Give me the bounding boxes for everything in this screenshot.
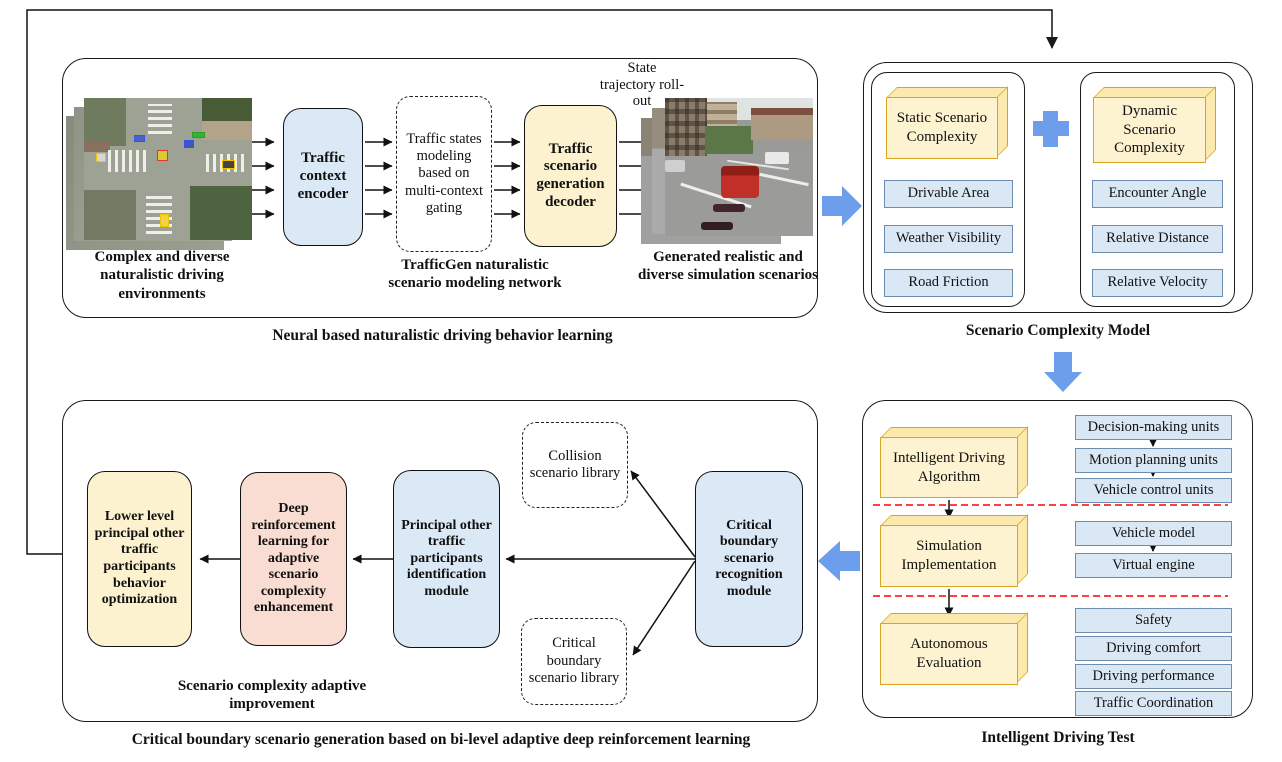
traffic-context-encoder-box: Traffic context encoder <box>283 108 363 246</box>
detected-vehicle-box <box>96 153 106 162</box>
detected-vehicle-box <box>192 132 205 138</box>
simulation-photo-layer-front <box>665 98 813 236</box>
input-image-caption: Complex and diverse naturalistic driving environments <box>94 249 230 302</box>
blue-arrow-down-icon <box>1044 352 1082 392</box>
critical-library-box: Critical boundary scenario library <box>521 618 627 705</box>
sim-silver-car <box>665 160 685 172</box>
identification-module-box: Principal other traffic participants identification module <box>393 470 500 648</box>
item-driving-comfort: Driving comfort <box>1075 636 1232 661</box>
sim-white-car <box>765 152 789 164</box>
item-driving-performance: Driving performance <box>1075 664 1232 689</box>
dynamic-item-encounter-angle: Encounter Angle <box>1092 180 1223 208</box>
optimization-box: Lower level principal other traffic participants behavior optimization <box>87 471 192 647</box>
detected-vehicle-box <box>184 140 194 148</box>
network-caption: TrafficGen naturalistic scenario modeling network <box>388 257 562 292</box>
detected-vehicle-box <box>157 150 168 161</box>
static-item-drivable-area: Drivable Area <box>884 180 1013 208</box>
simulation-implementation-cube: Simulation Implementation <box>880 525 1018 587</box>
output-image-caption: Generated realistic and diverse simulation scenarios <box>638 249 818 284</box>
detected-vehicle-box <box>222 160 235 169</box>
boundary-inner-caption: Scenario complexity adaptive improvement <box>177 678 367 713</box>
autonomous-evaluation-cube: Autonomous Evaluation <box>880 623 1018 685</box>
detected-vehicle-box <box>134 135 145 142</box>
aerial-photo-layer-front <box>84 98 252 240</box>
blue-arrow-right-icon <box>822 186 862 226</box>
aerial-photo <box>66 98 252 250</box>
traffic-scenario-decoder-box: Traffic scenario generation decoder <box>524 105 617 247</box>
item-safety: Safety <box>1075 608 1232 633</box>
complexity-panel-caption: Scenario Complexity Model <box>965 322 1151 339</box>
static-item-road-friction: Road Friction <box>884 269 1013 297</box>
dynamic-complexity-cube: Dynamic Scenario Complexity <box>1093 97 1206 163</box>
detected-vehicle-box <box>160 214 169 227</box>
static-complexity-cube: Static Scenario Complexity <box>886 97 998 159</box>
item-decision-making-units: Decision-making units <box>1075 415 1232 440</box>
collision-library-box: Collision scenario library <box>522 422 628 508</box>
item-virtual-engine: Virtual engine <box>1075 553 1232 578</box>
multi-context-gating-box: Traffic states modeling based on multi-context gating <box>396 96 492 252</box>
item-motion-planning-units: Motion planning units <box>1075 448 1232 473</box>
recognition-module-box: Critical boundary scenario recognition module <box>695 471 803 647</box>
simulation-photo <box>641 98 813 248</box>
driving-test-panel-caption: Intelligent Driving Test <box>981 729 1135 746</box>
intelligent-driving-algorithm-cube: Intelligent Driving Algorithm <box>880 437 1018 498</box>
item-traffic-coordination: Traffic Coordination <box>1075 691 1232 716</box>
dynamic-item-relative-distance: Relative Distance <box>1092 225 1223 253</box>
drl-enhancement-box: Deep reinforcement learning for adaptive scenario complexity enhancement <box>240 472 347 646</box>
boundary-panel-caption: Critical boundary scenario generation based on bi-level adaptive deep reinforcement learning <box>131 731 751 748</box>
item-vehicle-control-units: Vehicle control units <box>1075 478 1232 503</box>
neural-panel-caption: Neural based naturalistic driving behavior learning <box>272 327 613 344</box>
sim-red-car <box>721 166 759 198</box>
dynamic-item-relative-velocity: Relative Velocity <box>1092 269 1223 297</box>
blue-arrow-left-icon <box>818 541 860 581</box>
rollout-label: State trajectory roll-out <box>599 60 685 110</box>
static-item-weather-visibility: Weather Visibility <box>884 225 1013 253</box>
item-vehicle-model: Vehicle model <box>1075 521 1232 546</box>
